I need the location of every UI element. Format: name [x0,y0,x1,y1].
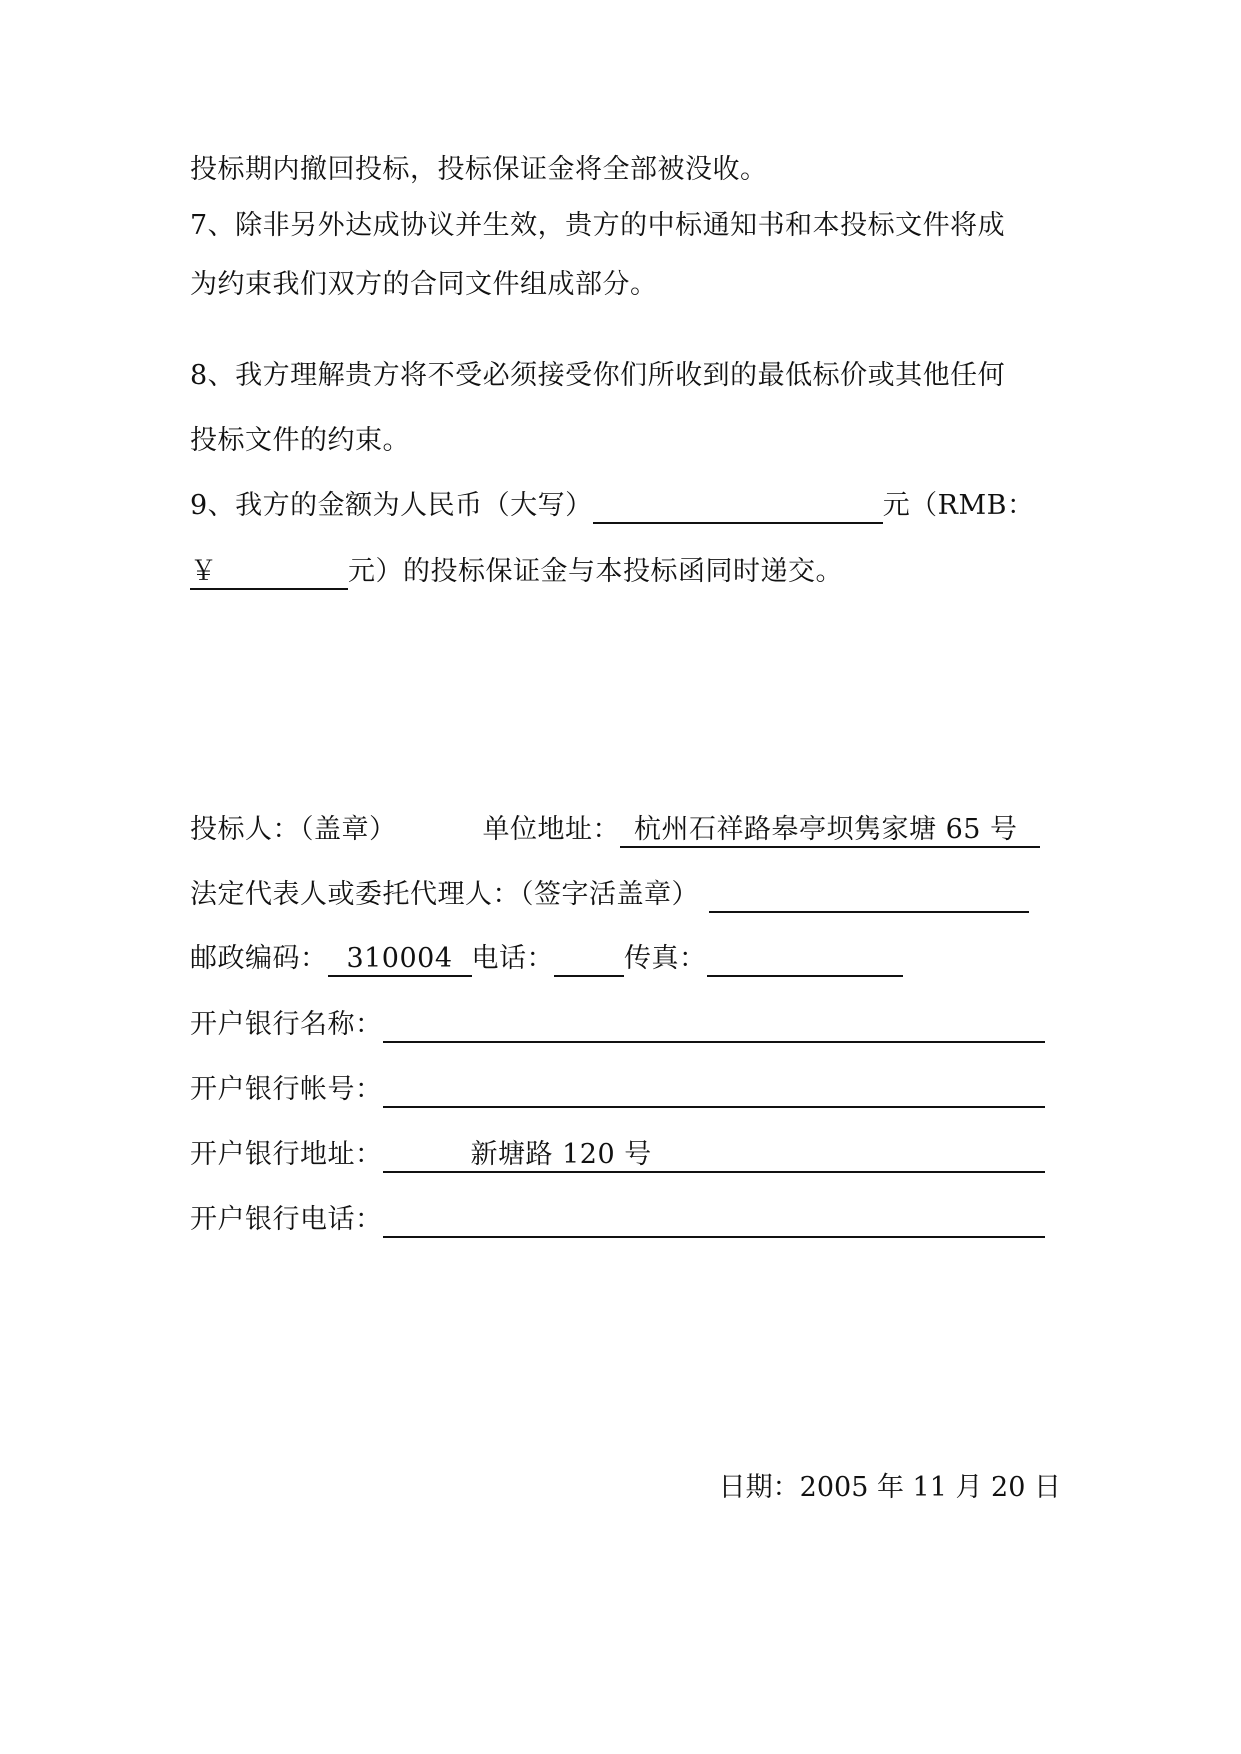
bank-name-row [190,1007,1045,1043]
clause-9-line-2-text: 元）的投标保证金与本投标函同时递交。 [348,556,843,587]
bank-name-blank[interactable] [383,1013,1045,1043]
address-label: 单位地址： [482,814,620,845]
bank-address-value: 新塘路 120 号 [470,1139,652,1170]
fax-blank[interactable] [707,947,903,977]
amount-rmb-blank[interactable] [190,556,348,590]
clause-6-continuation: 投标期内撤回投标，投标保证金将全部被没收。 [190,154,768,185]
postcode-field[interactable] [328,943,472,977]
clause-9-suffix: 元（RMB： [882,490,1035,521]
clause-7-line-1: 7、除非另外达成协议并生效，贵方的中标通知书和本投标文件将成 [190,210,1006,241]
bank-account-blank[interactable] [383,1078,1045,1108]
date-line: 日期：2005 年 11 月 20 日 [718,1472,1061,1503]
bank-address-field[interactable] [383,1139,1045,1173]
bidder-seal-label: 投标人：（盖章） [190,814,397,845]
postcode-label: 邮政编码： [190,943,328,974]
clause-8-line-1: 8、我方理解贵方将不受必须接受你们所收到的最低标价或其他任何 [190,360,1006,391]
clause-8-line-2: 投标文件的约束。 [190,425,410,456]
bidder-address-row [190,812,1040,848]
phone-label: 电话： [471,943,554,974]
clause-9-prefix: 9、我方的金额为人民币（大写） [190,490,593,521]
bank-phone-blank[interactable] [383,1208,1045,1238]
clause-9-line-1 [190,488,1035,524]
postcode-value: 310004 [346,943,453,974]
bank-account-row [190,1072,1045,1108]
representative-label: 法定代表人或委托代理人：（签字活盖章） [190,879,699,910]
representative-signature-blank[interactable] [709,883,1029,913]
fax-label: 传真： [624,943,707,974]
amount-words-blank[interactable] [593,494,883,524]
bank-name-label: 开户银行名称： [190,1009,383,1040]
representative-row [190,877,1029,913]
bank-account-label: 开户银行帐号： [190,1074,383,1105]
clause-7-line-2: 为约束我们双方的合同文件组成部分。 [190,269,658,300]
bank-phone-label: 开户银行电话： [190,1204,383,1235]
yen-symbol: ￥ [190,556,218,587]
bank-address-row [190,1137,1045,1173]
clause-9-line-2 [190,554,843,590]
bank-address-label: 开户银行地址： [190,1139,383,1170]
bank-phone-row [190,1202,1045,1238]
address-value: 杭州石祥路皋亭坝隽家塘 65 号 [634,814,1018,845]
phone-blank[interactable] [554,947,624,977]
address-field[interactable] [620,814,1040,848]
postcode-phone-fax-row [190,941,903,977]
